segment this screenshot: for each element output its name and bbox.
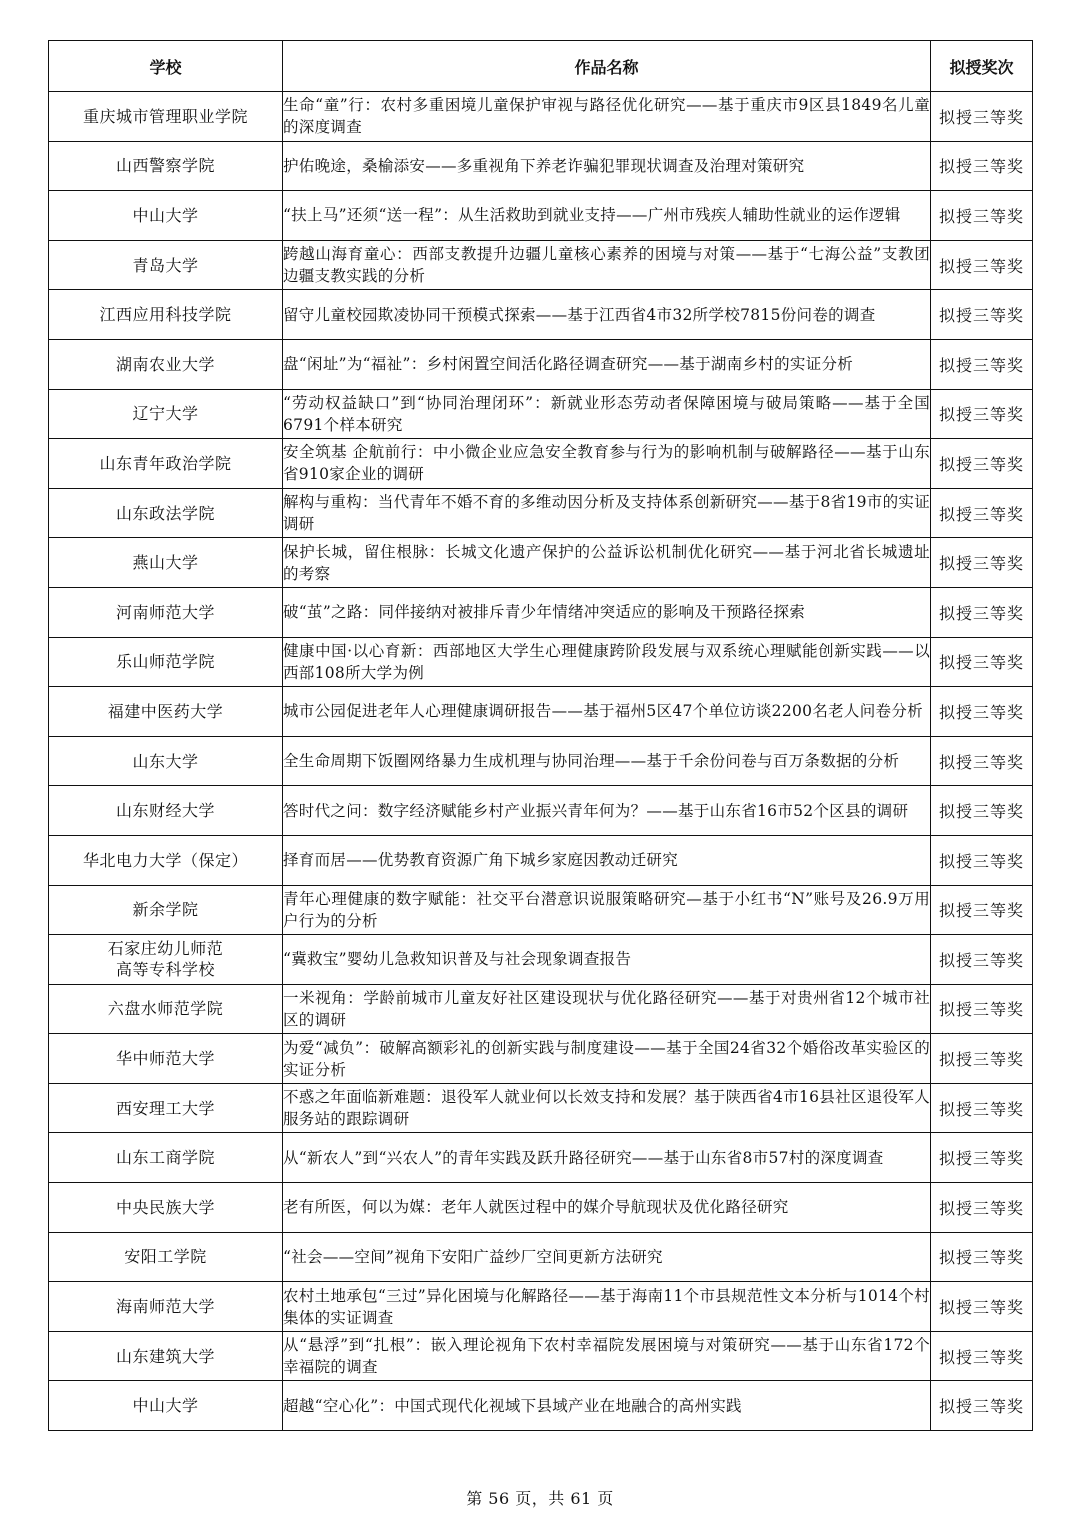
title-cell: 破“茧”之路：同伴接纳对被排斥青少年情绪冲突适应的影响及干预路径探索 [283, 587, 931, 637]
title-cell: 农村土地承包“三过”异化困境与化解路径——基于海南11个市县规范性文本分析与1014个村集体的实证调查 [283, 1282, 931, 1332]
school-cell: 华北电力大学（保定） [49, 835, 283, 885]
title-cell: 从“新农人”到“兴农人”的青年实践及跃升路径研究——基于山东省8市57村的深度调查 [283, 1133, 931, 1183]
title-cell: 盘“闲址”为“福祉”：乡村闲置空间活化路径调查研究——基于湖南乡村的实证分析 [283, 339, 931, 389]
award-cell: 拟授三等奖 [931, 1083, 1033, 1133]
table-row [49, 290, 1033, 340]
award-cell: 拟授三等奖 [931, 1232, 1033, 1282]
table-row [49, 339, 1033, 389]
school-cell: 中山大学 [49, 1381, 283, 1431]
awards-table [48, 40, 1033, 1431]
table-row [49, 984, 1033, 1034]
table-row [49, 191, 1033, 241]
award-cell: 拟授三等奖 [931, 1381, 1033, 1431]
school-cell: 中山大学 [49, 191, 283, 241]
award-cell: 拟授三等奖 [931, 488, 1033, 538]
title-cell: 跨越山海育童心：西部支教提升边疆儿童核心素养的困境与对策——基于“七海公益”支教团边疆支教实践的分析 [283, 240, 931, 290]
school-cell: 中央民族大学 [49, 1183, 283, 1233]
award-cell: 拟授三等奖 [931, 290, 1033, 340]
title-cell: 生命“童”行：农村多重困境儿童保护审视与路径优化研究——基于重庆市9区县1849名儿童的深度调查 [283, 92, 931, 142]
title-cell: “劳动权益缺口”到“协同治理闭环”：新就业形态劳动者保障困境与破局策略——基于全国6791个样本研究 [283, 389, 931, 439]
table-row [49, 835, 1033, 885]
title-cell: “扶上马”还须“送一程”：从生活救助到就业支持——广州市残疾人辅助性就业的运作逻辑 [283, 191, 931, 241]
award-cell: 拟授三等奖 [931, 687, 1033, 737]
title-cell: 不惑之年面临新难题：退役军人就业何以长效支持和发展？基于陕西省4市16县社区退役军人服务站的跟踪调研 [283, 1083, 931, 1133]
award-cell: 拟授三等奖 [931, 1282, 1033, 1332]
school-cell: 山东大学 [49, 736, 283, 786]
award-cell: 拟授三等奖 [931, 92, 1033, 142]
school-cell: 燕山大学 [49, 538, 283, 588]
title-cell: 老有所医，何以为媒：老年人就医过程中的媒介导航现状及优化路径研究 [283, 1183, 931, 1233]
table-row [49, 1381, 1033, 1431]
school-cell: 西安理工大学 [49, 1083, 283, 1133]
table-row [49, 687, 1033, 737]
school-cell: 海南师范大学 [49, 1282, 283, 1332]
school-cell [49, 935, 283, 985]
table-row [49, 141, 1033, 191]
school-cell: 湖南农业大学 [49, 339, 283, 389]
table-row [49, 488, 1033, 538]
table-row [49, 1183, 1033, 1233]
school-cell: 山西警察学院 [49, 141, 283, 191]
table-row [49, 1034, 1033, 1084]
award-cell: 拟授三等奖 [931, 191, 1033, 241]
school-cell: 新余学院 [49, 885, 283, 935]
header-school: 学校 [49, 41, 283, 92]
school-cell: 福建中医药大学 [49, 687, 283, 737]
table-row [49, 240, 1033, 290]
header-award: 拟授奖次 [931, 41, 1033, 92]
title-cell: 健康中国·以心育新：西部地区大学生心理健康跨阶段发展与双系统心理赋能创新实践——以西部108所大学为例 [283, 637, 931, 687]
title-cell: 一米视角：学龄前城市儿童友好社区建设现状与优化路径研究——基于对贵州省12个城市社区的调研 [283, 984, 931, 1034]
award-cell: 拟授三等奖 [931, 240, 1033, 290]
title-cell: “社会——空间”视角下安阳广益纱厂空间更新方法研究 [283, 1232, 931, 1282]
award-cell: 拟授三等奖 [931, 786, 1033, 836]
title-cell: 青年心理健康的数字赋能：社交平台潜意识说服策略研究—基于小红书“N”账号及26.9万用户行为的分析 [283, 885, 931, 935]
award-cell: 拟授三等奖 [931, 439, 1033, 489]
award-cell: 拟授三等奖 [931, 587, 1033, 637]
school-cell: 辽宁大学 [49, 389, 283, 439]
school-cell: 六盘水师范学院 [49, 984, 283, 1034]
award-cell: 拟授三等奖 [931, 1133, 1033, 1183]
school-cell-line: 石家庄幼儿师范 [107, 939, 224, 959]
award-cell: 拟授三等奖 [931, 637, 1033, 687]
title-cell: 安全筑基 企航前行：中小微企业应急安全教育参与行为的影响机制与破解路径——基于山东省910家企业的调研 [283, 439, 931, 489]
award-cell: 拟授三等奖 [931, 1034, 1033, 1084]
award-cell: 拟授三等奖 [931, 1183, 1033, 1233]
school-cell: 江西应用科技学院 [49, 290, 283, 340]
title-cell: “冀救宝”婴幼儿急救知识普及与社会现象调查报告 [283, 935, 931, 985]
school-cell: 山东工商学院 [49, 1133, 283, 1183]
title-cell: 答时代之问：数字经济赋能乡村产业振兴青年何为？——基于山东省16市52个区县的调研 [283, 786, 931, 836]
title-cell: 择育而居——优势教育资源广角下城乡家庭因教动迁研究 [283, 835, 931, 885]
table-row [49, 885, 1033, 935]
school-cell: 青岛大学 [49, 240, 283, 290]
header-title: 作品名称 [283, 41, 931, 92]
award-cell: 拟授三等奖 [931, 141, 1033, 191]
title-cell: 从“悬浮”到“扎根”：嵌入理论视角下农村幸福院发展困境与对策研究——基于山东省172个幸福院的调查 [283, 1331, 931, 1381]
table-row [49, 1331, 1033, 1381]
table-row [49, 587, 1033, 637]
award-cell: 拟授三等奖 [931, 885, 1033, 935]
school-cell: 河南师范大学 [49, 587, 283, 637]
table-row [49, 1133, 1033, 1183]
school-cell: 山东政法学院 [49, 488, 283, 538]
table-row [49, 389, 1033, 439]
table-row [49, 935, 1033, 985]
school-cell: 华中师范大学 [49, 1034, 283, 1084]
school-cell: 山东青年政治学院 [49, 439, 283, 489]
award-cell: 拟授三等奖 [931, 935, 1033, 985]
title-cell: 留守儿童校园欺凌协同干预模式探索——基于江西省4市32所学校7815份问卷的调查 [283, 290, 931, 340]
table-row [49, 786, 1033, 836]
table-row [49, 439, 1033, 489]
table-body [49, 92, 1033, 1431]
table-row [49, 1282, 1033, 1332]
award-cell: 拟授三等奖 [931, 736, 1033, 786]
table-row [49, 1232, 1033, 1282]
award-cell: 拟授三等奖 [931, 1331, 1033, 1381]
school-cell: 山东建筑大学 [49, 1331, 283, 1381]
school-cell: 山东财经大学 [49, 786, 283, 836]
table-row [49, 1083, 1033, 1133]
table-header-row [49, 41, 1033, 92]
title-cell: 城市公园促进老年人心理健康调研报告——基于福州5区47个单位访谈2200名老人问卷分析 [283, 687, 931, 737]
table-row [49, 92, 1033, 142]
page-footer: 第 56 页，共 61 页 [466, 1489, 614, 1508]
table-row [49, 637, 1033, 687]
title-cell: 超越“空心化”：中国式现代化视域下县域产业在地融合的高州实践 [283, 1381, 931, 1431]
table-row [49, 736, 1033, 786]
award-cell: 拟授三等奖 [931, 339, 1033, 389]
award-cell: 拟授三等奖 [931, 984, 1033, 1034]
title-cell: 护佑晚途，桑榆添安——多重视角下养老诈骗犯罪现状调查及治理对策研究 [283, 141, 931, 191]
title-cell: 为爱“减负”：破解高额彩礼的创新实践与制度建设——基于全国24省32个婚俗改革实验区的实证分析 [283, 1034, 931, 1084]
school-cell-line: 高等专科学校 [115, 960, 215, 980]
title-cell: 解构与重构：当代青年不婚不育的多维动因分析及支持体系创新研究——基于8省19市的实证调研 [283, 488, 931, 538]
award-cell: 拟授三等奖 [931, 835, 1033, 885]
school-cell: 安阳工学院 [49, 1232, 283, 1282]
award-cell: 拟授三等奖 [931, 538, 1033, 588]
table-row [49, 538, 1033, 588]
title-cell: 保护长城，留住根脉：长城文化遗产保护的公益诉讼机制优化研究——基于河北省长城遗址的考察 [283, 538, 931, 588]
award-cell: 拟授三等奖 [931, 389, 1033, 439]
school-cell: 乐山师范学院 [49, 637, 283, 687]
school-cell: 重庆城市管理职业学院 [49, 92, 283, 142]
title-cell: 全生命周期下饭圈网络暴力生成机理与协同治理——基于千余份问卷与百万条数据的分析 [283, 736, 931, 786]
